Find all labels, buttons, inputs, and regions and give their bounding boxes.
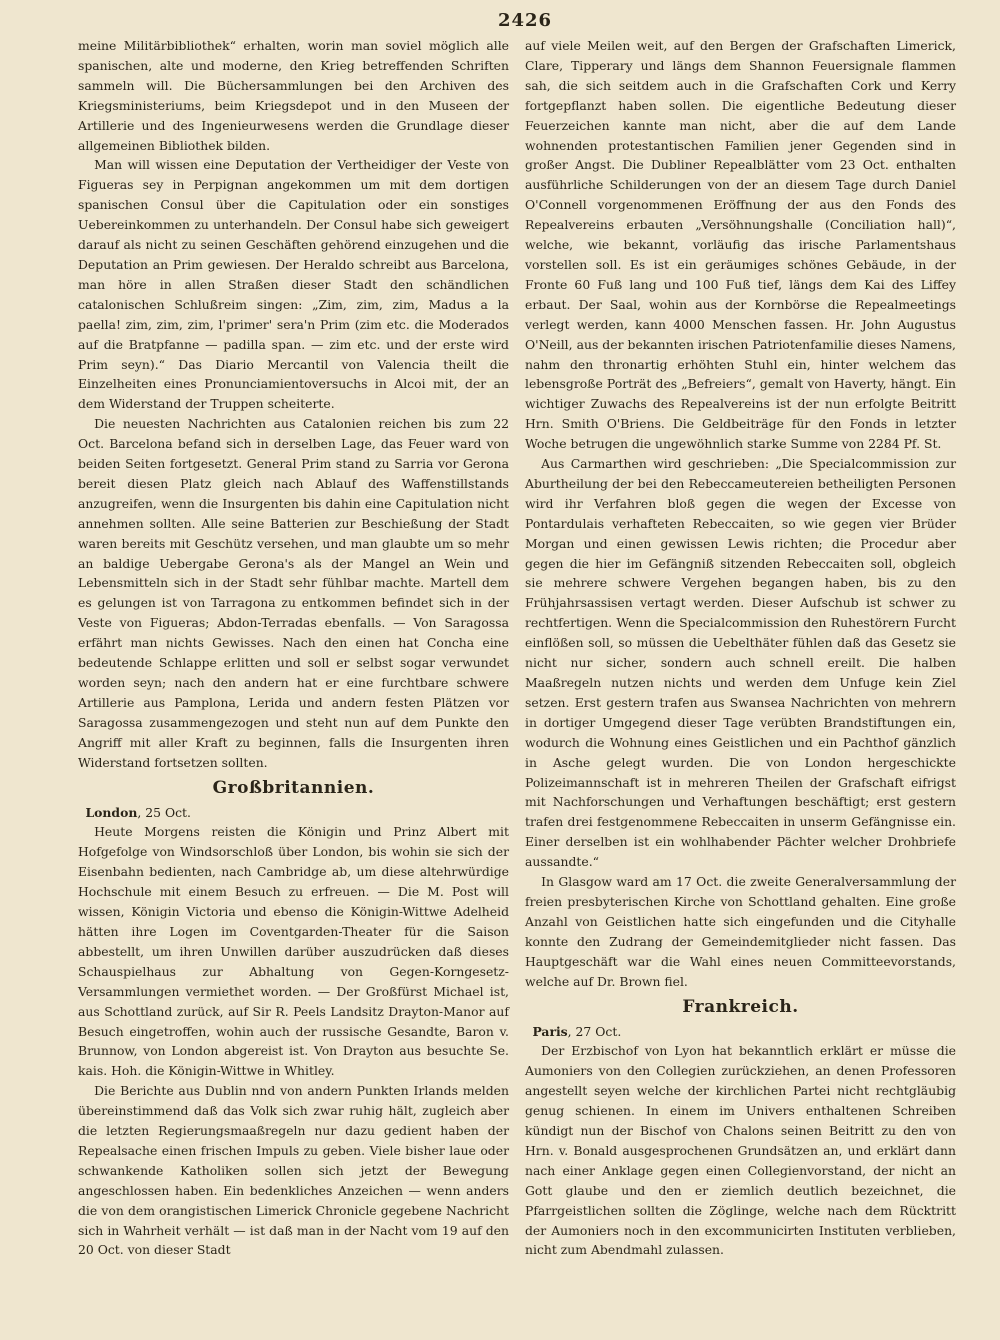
page-number: 2426 [497, 10, 553, 31]
article-paragraph: Aus Carmarthen wird geschrieben: „Die Specialcommission zur Aburtheilung der bei den Rebeccameutereien betheiligten Personen wird ihr Verfahren bloß gegen die wegen der Excesse von Pontardulais verhafteten Rebeccaiten, so wie gegen vier Brüder Morgan und einen gewissen Lewis richten; die Procedur aber gegen die hier im Gefängniß sitzenden Rebeccaiten soll, obgleich sie mehrere schwere Vergehen begangen haben, bis zu den Frühjahrsassisen vertagt werden. Dieser Aufschub ist schwer zu rechtfertigen. Wenn die Specialcommission den Ruhestörern Furcht einflößen soll, so müssen die Uebelthäter fühlen daß das Gesetz sie nicht nur sicher, sondern auch schnell ereilt. Die halben Maaßregeln nutzen nichts und werden dem Unfuge kein Ziel setzen. Erst gestern trafen aus Swansea Nachrichten von mehrern in dortiger Umgegend dieser Tage verübten Brandstiftungen ein, wodurch die Wohnung eines Geistlichen und ein Pachthof gänzlich in Asche gelegt wurden. Die von London hergeschickte Polizeimannschaft ist in mehreren Theilen der Grafschaft eifrigst mit Nachforschungen und Verhaftungen beschäftigt; erst gestern trafen drei festgenommene Rebeccaiten in unserm Gefängnisse ein. Einer derselben ist ein wohlhabender Pächter welcher Drohbriefe aussandte.“ [525, 456, 956, 870]
right-column [525, 36, 956, 1260]
dateline-date: , 27 Oct. [567, 1023, 622, 1039]
columns [78, 36, 972, 1260]
dateline [78, 803, 509, 823]
article-paragraph: auf viele Meilen weit, auf den Bergen der Grafschaften Limerick, Clare, Tipperary und längs dem Shannon Feuersignale flammen sah, die sich seitdem auch in die Grafschaften Cork und Kerry fortgepflanzt haben sollen. Die eigentliche Bedeutung dieser Feuerzeichen kannte man nicht, aber die auf dem Lande wohnenden protestantischen Familien jener Gegenden sind in großer Angst. Die Dubliner Repealblätter vom 23 Oct. enthalten ausführliche Schilderungen von der an diesem Tage durch Daniel O'Connell vorgenommenen Eröffnung der aus den Fonds des Repealvereins erbauten „Versöhnungshalle (Conciliation hall)“, welche, wie bekannt, vorläufig das irische Parlamentshaus vorstellen soll. Es ist ein geräumiges schönes Gebäude, in der Fronte 60 Fuß lang und 100 Fuß tief, längs dem Kai des Liffey erbaut. Der Saal, wohin aus der Kornbörse die Repealmeetings verlegt werden, kann 4000 Menschen fassen. Hr. John Augustus O'Neill, aus der bekannten irischen Patriotenfamilie dieses Namens, nahm den thronartig erhöhten Stuhl ein, hinter welchem das lebensgroße Porträt des „Befreiers“, gemalt von Haverty, hängt. Ein wichtiger Zuwachs des Repealvereins ist der nun erfolgte Beitritt Hrn. Smith O'Briens. Die Geldbeiträge für den Fonds in letzter Woche betrugen die ungewöhnlich starke Summe von 2284 Pf. St. [525, 38, 956, 452]
left-column [78, 36, 509, 1260]
section-heading: Frankreich. [682, 996, 799, 1017]
dateline-city: Paris [532, 1023, 568, 1039]
article-paragraph: Der Erzbischof von Lyon hat bekanntlich erklärt er müsse die Aumoniers von den Collegien zurückziehen, an denen Professoren angestellt seyen welche der kirchlichen Partei nicht rechtgläubig genug schienen. In einem im Univers enthaltenen Schreiben kündigt nun der Bischof von Chalons seinen Beitritt zu den von Hrn. v. Bonald ausgesprochenen Grundsätzen an, und erklärt dann nach einer Anklage gegen einen Collegienvorstand, der nicht an Gott glaube und den er ziemlich deutlich bezeichnet, die Pfarrgeistlichen sollten die Zöglinge, welche nach dem Rücktritt der Aumoniers noch in den excommunicirten Instituten verblieben, nicht zum Abendmahl zulassen. [525, 1043, 956, 1258]
dateline-date: , 25 Oct. [137, 804, 191, 820]
article-paragraph: Heute Morgens reisten die Königin und Prinz Albert mit Hofgefolge von Windsorschloß über London, bis wohin sie sich der Eisenbahn bedienten, nach Cambridge ab, um diese altehrwürdige Hochschule mit einem Besuch zu erfreuen. — Die M. Post will wissen, Königin Victoria und ebenso die Königin-Wittwe Adelheid hätten ihre Logen im Coventgarden-Theater für die Saison abbestellt, um ihren Unwillen darüber auszudrücken daß dieses Schauspielhaus zur Abhaltung von Gegen-Korngesetz-Versammlungen vermiethet worden. — Der Großfürst Michael ist, aus Schottland zurück, auf Sir R. Peels Landsitz Drayton-Manor auf Besuch eingetroffen, wohin auch der russische Gesandte, Baron v. Brunnow, von London abgereist ist. Von Drayton aus besuchte Se. kais. Hoh. die Königin-Wittwe in Whitley. [78, 824, 509, 1079]
section-heading: Großbritannien. [212, 777, 375, 798]
article-paragraph: meine Militärbibliothek“ erhalten, worin man soviel möglich alle spanischen, alte und moderne, den Krieg betreffenden Schriften sammeln will. Die Büchersammlungen bei den Archiven des Kriegsministeriums, beim Kriegsdepot und in den Museen der Artillerie und des Ingenieurwesens werden die Grundlage dieser allgemeinen Bibliothek bilden. [78, 38, 509, 153]
article-paragraph: Die neuesten Nachrichten aus Catalonien reichen bis zum 22 Oct. Barcelona befand sich in derselben Lage, das Feuer ward von beiden Seiten fortgesetzt. General Prim stand zu Sarria vor Gerona bereit diesen Platz gleich nach Ablauf des Waffenstillstands anzugreifen, wenn die Insurgenten bis dahin eine Capitulation nicht annehmen sollten. Alle seine Batterien zur Beschießung der Stadt waren bereits mit Geschütz versehen, und man glaubte um so mehr an baldige Uebergabe Gerona's als der Mangel an Wein und Lebensmitteln sich in der Stadt sehr fühlbar machte. Martell dem es gelungen ist von Tarragona zu entkommen befindet sich in der Veste von Figueras; Abdon-Terradas ebenfalls. — Von Saragossa erfährt man nichts Gewisses. Nach den einen hat Concha eine bedeutende Schlappe erlitten und soll er selbst sogar verwundet worden seyn; nach den andern hat er eine furchtbare schwere Artillerie aus Pamplona, Lerida und andern festen Plätzen vor Saragossa zusammengezogen und steht nun auf dem Punkte den Angriff mit aller Kraft zu beginnen, falls die Insurgenten ihren Widerstand fortsetzen sollten. [78, 416, 509, 770]
dateline [525, 1022, 956, 1042]
dateline-city: London [85, 804, 138, 820]
article-paragraph: Die Berichte aus Dublin nnd von andern Punkten Irlands melden übereinstimmend daß das Volk sich zwar ruhig hält, zugleich aber die letzten Regierungsmaaßregeln nur dazu gedient haben der Repealsache einen frischen Impuls zu geben. Viele bisher laue oder schwankende Katholiken sollen sich jetzt der Bewegung angeschlossen haben. Ein bedenkliches Anzeichen — wenn anders die von dem orangistischen Limerick Chronicle gegebene Nachricht sich in Wahrheit verhält — ist daß man in der Nacht vom 19 auf den 20 Oct. von dieser Stadt [78, 1083, 509, 1258]
article-paragraph: In Glasgow ward am 17 Oct. die zweite Generalversammlung der freien presbyterischen Kirche von Schottland gehalten. Eine große Anzahl von Geistlichen hatte sich eingefunden und die Cityhalle konnte den Zudrang der Gemeindemitglieder nicht fassen. Das Hauptgeschäft war die Wahl eines neuen Committeevorstands, welche auf Dr. Brown fiel. [525, 874, 956, 989]
article-paragraph: Man will wissen eine Deputation der Vertheidiger der Veste von Figueras sey in Perpignan angekommen um mit dem dortigen spanischen Consul über die Capitulation oder ein sonstiges Uebereinkommen zu unterhandeln. Der Consul habe sich geweigert darauf als nicht zu seinen Geschäften gehörend einzugehen und die Deputation an Prim gewiesen. Der Heraldo schreibt aus Barcelona, man höre in allen Straßen dieser Stadt den schändlichen catalonischen Schlußreim singen: „Zim, zim, zim, Madus a la paella! zim, zim, zim, l'primer' sera'n Prim (zim etc. die Moderados auf die Bratpfanne — padilla span. — zim etc. und der erste wird Prim seyn).“ Das Diario Mercantil von Valencia theilt die Einzelheiten eines Pronunciamientoversuchs in Alcoi mit, der an dem Widerstand der Truppen scheiterte. [78, 157, 509, 412]
